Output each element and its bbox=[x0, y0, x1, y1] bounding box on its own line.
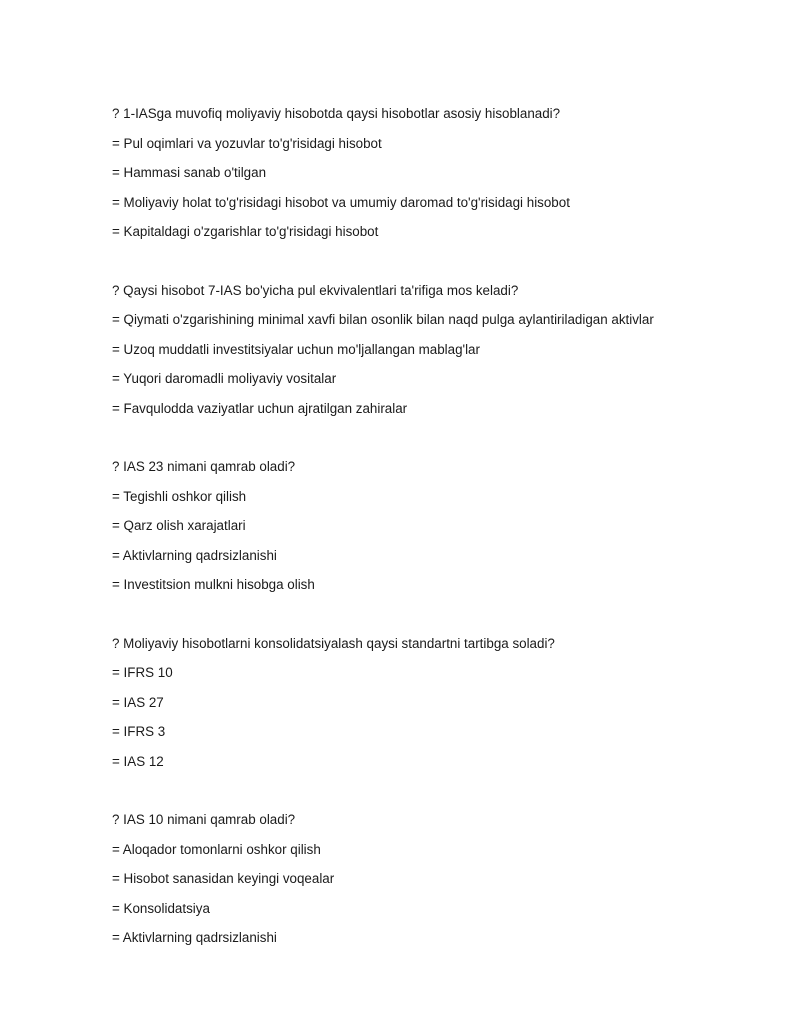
answer-option: = Kapitaldagi o'zgarishlar to'g'risidagi hisobot bbox=[112, 224, 379, 239]
question-text: ? 1-IASga muvofiq moliyaviy hisobotda qaysi hisobotlar asosiy hisoblanadi? bbox=[112, 106, 561, 121]
answer-option: = Aktivlarning qadrsizlanishi bbox=[112, 930, 277, 945]
answer-option: = Aloqador tomonlarni oshkor qilish bbox=[112, 841, 321, 857]
answer-option: = Hammasi sanab o'tilgan bbox=[112, 165, 267, 180]
question-list bbox=[112, 104, 772, 958]
question-block-2 bbox=[112, 281, 772, 429]
answer-option: = Uzoq muddatli investitsiyalar uchun mo'ljallangan mablag'lar bbox=[112, 341, 480, 357]
answer-option: = Aktivlarning qadrsizlanishi bbox=[112, 547, 277, 563]
answer-option: = Qiymati o'zgarishining minimal xavfi bilan osonlik bilan naqd pulga aylantiriladigan aktivlar bbox=[112, 312, 654, 327]
answer-option: = Pul oqimlari va yozuvlar to'g'risidagi hisobot bbox=[112, 135, 382, 151]
question-block-4 bbox=[112, 634, 772, 782]
question-block-1 bbox=[112, 104, 772, 252]
answer-option: = Konsolidatsiya bbox=[112, 900, 210, 916]
question-block-3 bbox=[112, 457, 772, 605]
answer-option: = Favqulodda vaziyatlar uchun ajratilgan zahiralar bbox=[112, 400, 408, 416]
answer-option: = IAS 27 bbox=[112, 694, 164, 710]
answer-option: = IAS 12 bbox=[112, 753, 164, 769]
question-text: ? Moliyaviy hisobotlarni konsolidatsiyalash qaysi standartni tartibga soladi? bbox=[112, 635, 555, 651]
answer-option: = IFRS 10 bbox=[112, 665, 173, 680]
answer-option: = Hisobot sanasidan keyingi voqealar bbox=[112, 871, 335, 886]
answer-option: = IFRS 3 bbox=[112, 724, 166, 739]
question-text: ? Qaysi hisobot 7-IAS bo'yicha pul ekvivalentlari ta'rifiga mos keladi? bbox=[112, 282, 519, 298]
answer-option: = Tegishli oshkor qilish bbox=[112, 488, 247, 504]
answer-option: = Investitsion mulkni hisobga olish bbox=[112, 577, 315, 592]
answer-option: = Yuqori daromadli moliyaviy vositalar bbox=[112, 371, 337, 386]
question-block-5 bbox=[112, 810, 772, 958]
question-text: ? IAS 10 nimani qamrab oladi? bbox=[112, 812, 296, 827]
answer-option: = Qarz olish xarajatlari bbox=[112, 518, 246, 533]
answer-option: = Moliyaviy holat to'g'risidagi hisobot va umumiy daromad to'g'risidagi hisobot bbox=[112, 194, 570, 210]
question-text: ? IAS 23 nimani qamrab oladi? bbox=[112, 459, 296, 474]
